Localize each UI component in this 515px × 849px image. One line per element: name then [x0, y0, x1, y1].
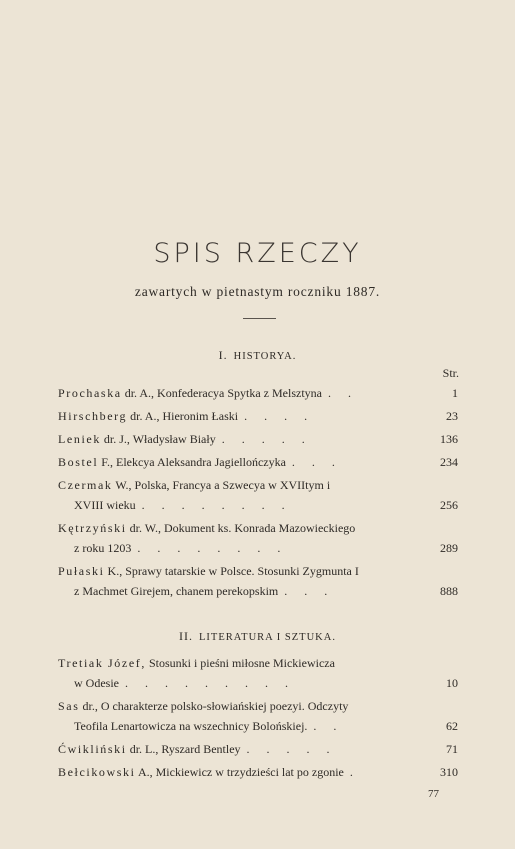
- entry-title: dr. W., Dokument ks. Konrada Mazowieckiego: [129, 521, 356, 535]
- entry-author: Leniek: [58, 432, 101, 446]
- toc-entry-line: [58, 561, 458, 581]
- entry-title: z roku 1203: [74, 541, 132, 555]
- page-subtitle: zawartych w pietnastym roczniku 1887.: [134, 284, 381, 299]
- dot-leader: . . . . . . . .: [141, 498, 292, 512]
- entry-page-number: 136: [440, 432, 458, 446]
- toc-entry: [58, 653, 458, 693]
- toc-entry-line: [58, 475, 458, 495]
- entry-page-number: 1: [452, 386, 458, 400]
- entry-title: Stosunki i pieśni miłosne Mickiewicza: [148, 656, 335, 670]
- section-heading-historya: [0, 348, 515, 363]
- page-title: SPIS RZECZY: [153, 238, 362, 269]
- entry-title: z Machmet Girejem, chanem perekopskim: [74, 584, 279, 598]
- toc-entry: [58, 406, 458, 426]
- toc-entry-line: [58, 762, 458, 782]
- entry-page-number: 234: [440, 455, 458, 469]
- dot-leader: . . .: [284, 584, 335, 598]
- entry-title: Teofila Lenartowicza na wszechnicy Bolońskiej.: [74, 719, 308, 733]
- dot-leader: . . . . .: [221, 432, 312, 446]
- entry-page-number: 289: [440, 541, 458, 555]
- toc-entry-line: [58, 495, 458, 515]
- toc-entry-line: [58, 383, 458, 403]
- entry-author: Sas: [58, 699, 80, 713]
- entry-author: Ćwikliński: [58, 742, 127, 756]
- entry-title: A., Mickiewicz w trzydzieści lat po zgonie: [137, 765, 344, 779]
- dot-leader: . .: [328, 386, 358, 400]
- toc-entry-line: [58, 429, 458, 449]
- toc-entry: [58, 762, 458, 782]
- entry-page-number: 71: [446, 742, 458, 756]
- toc-entry: [58, 452, 458, 472]
- entry-page-number: 10: [446, 676, 458, 690]
- entry-page-number: 310: [440, 765, 458, 779]
- entry-author: Tretiak Józef,: [58, 656, 146, 670]
- dot-leader: . .: [313, 719, 344, 733]
- entry-title: dr. A., Konfederacya Spytka z Melsztyna: [124, 386, 322, 400]
- entry-title: w Odesie: [74, 676, 119, 690]
- toc-entry: [58, 696, 458, 736]
- toc-entry: [58, 518, 458, 558]
- section-title: LITERATURA I SZTUKA.: [199, 632, 336, 643]
- dot-leader: . . .: [291, 455, 342, 469]
- toc-entry: [58, 429, 458, 449]
- toc-entry-line: [58, 739, 458, 759]
- entry-author: Prochaska: [58, 386, 122, 400]
- entry-title: F., Elekcya Aleksandra Jagiellończyka: [101, 455, 286, 469]
- toc-entry-line: [58, 518, 458, 538]
- toc-entry: [58, 383, 458, 403]
- toc-entry: [58, 739, 458, 759]
- page-column-header: Str.: [442, 366, 459, 380]
- entry-author: Czermak: [58, 478, 113, 492]
- entry-page-number: 23: [446, 409, 458, 423]
- section-number: II.: [179, 629, 194, 643]
- section-title: HISTORYA.: [233, 351, 297, 362]
- toc-entry: [58, 561, 458, 601]
- section-heading-literatura: [0, 629, 515, 644]
- entry-title: dr. A., Hieronim Łaski: [130, 409, 239, 423]
- toc-entry: [58, 475, 458, 515]
- page-number: 77: [428, 788, 439, 800]
- dot-leader: . . . . . . . . .: [125, 676, 295, 690]
- dot-leader: . . . . . . . .: [137, 541, 288, 555]
- entry-author: Bełcikowski: [58, 765, 136, 779]
- entry-title: dr. J., Władysław Biały: [103, 432, 216, 446]
- dot-leader: .: [349, 765, 360, 779]
- toc-entry-line: [58, 538, 458, 558]
- toc-entry-line: [58, 581, 458, 601]
- divider: [243, 318, 276, 319]
- toc-entry-line: [58, 406, 458, 426]
- entry-title: XVIII wieku: [74, 498, 136, 512]
- entry-page-number: 888: [440, 584, 458, 598]
- dot-leader: . . . .: [244, 409, 315, 423]
- toc-entry-line: [58, 716, 458, 736]
- toc-entry-line: [58, 673, 458, 693]
- entry-title: dr. L., Ryszard Bentley: [129, 742, 241, 756]
- entry-title: W., Polska, Francya a Szwecya w XVIItym i: [115, 478, 331, 492]
- entry-title: dr., O charakterze polsko-słowiańskiej poezyi. Odczyty: [82, 699, 349, 713]
- entry-page-number: 256: [440, 498, 458, 512]
- toc-entry-line: [58, 452, 458, 472]
- dot-leader: . . . . .: [246, 742, 337, 756]
- entry-author: Pułaski: [58, 564, 105, 578]
- entry-title: K., Sprawy tatarskie w Polsce. Stosunki Zygmunta I: [107, 564, 359, 578]
- entry-author: Kętrzyński: [58, 521, 127, 535]
- section-number: I.: [218, 348, 228, 362]
- entry-author: Bostel: [58, 455, 99, 469]
- toc-entry-line: [58, 653, 458, 673]
- entry-page-number: 62: [446, 719, 458, 733]
- entry-author: Hirschberg: [58, 409, 128, 423]
- toc-entry-line: [58, 696, 458, 716]
